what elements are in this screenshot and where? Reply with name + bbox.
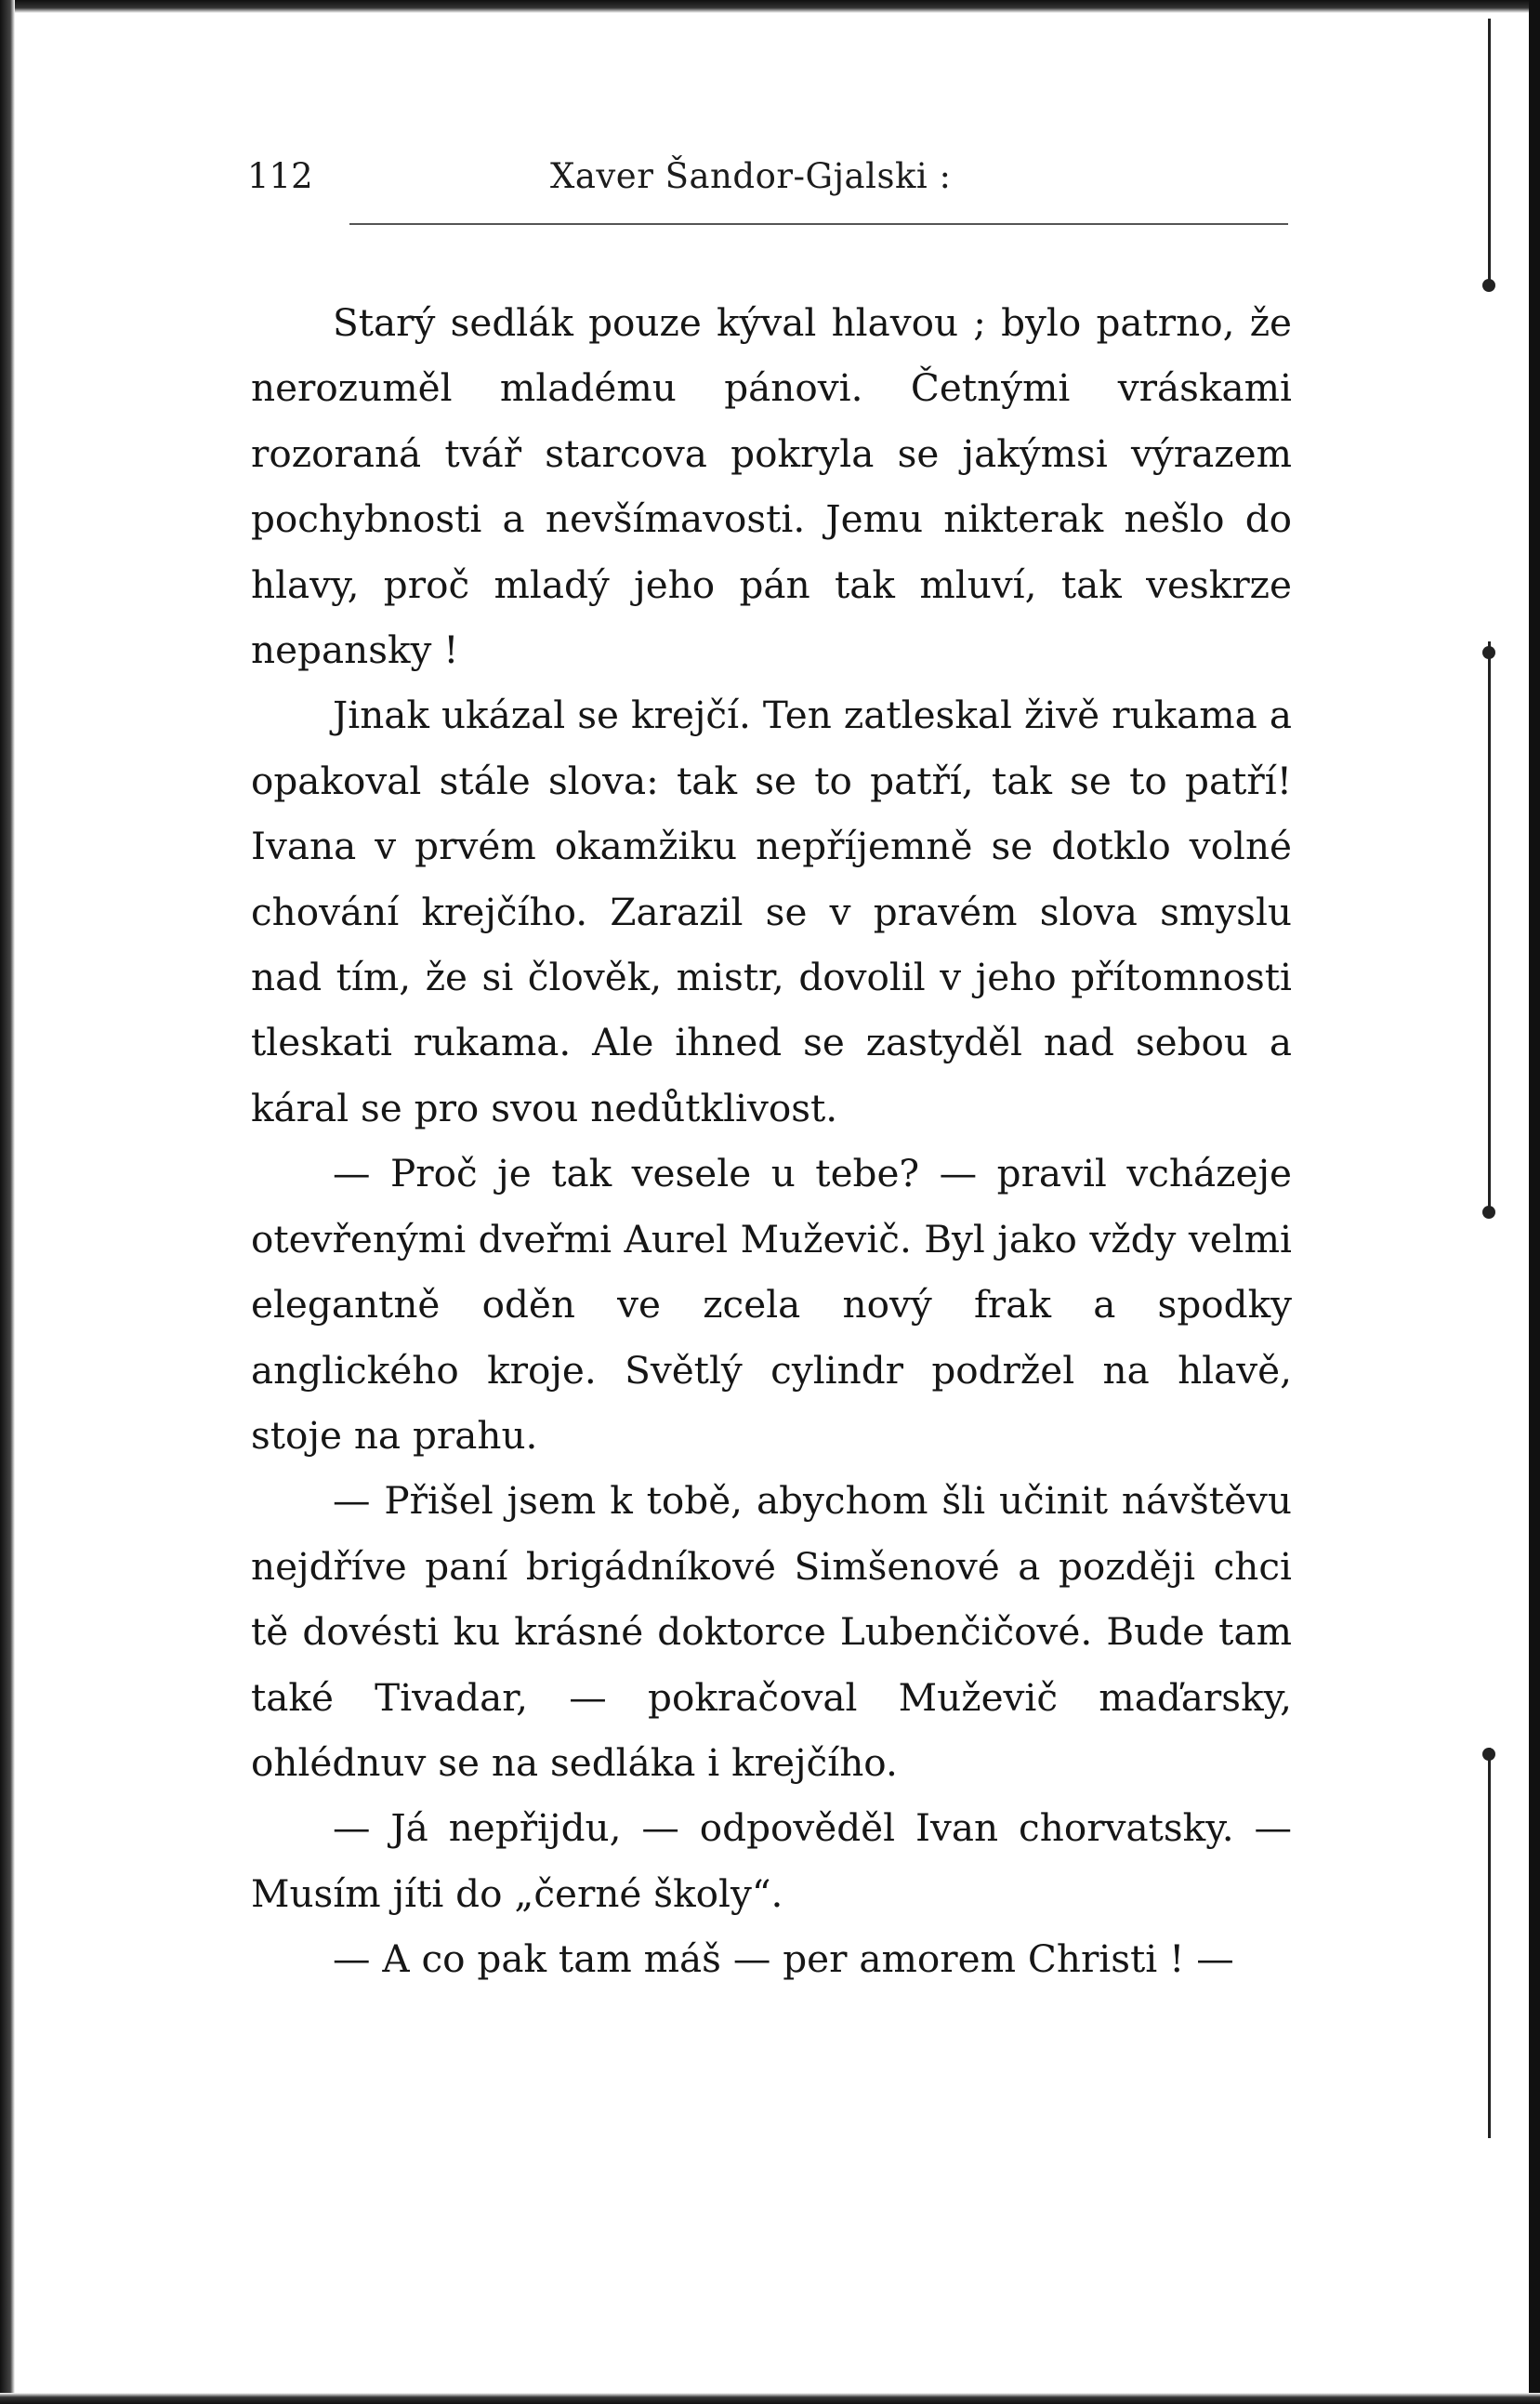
binding-hole-mark <box>1482 1748 1495 1761</box>
binding-thread-mark <box>1488 19 1491 288</box>
running-head <box>247 156 1288 203</box>
scan-edge-top <box>0 0 1540 13</box>
page-number: 112 <box>247 156 313 196</box>
scan-edge-left <box>0 0 15 2404</box>
scan-edge-bottom <box>0 2393 1540 2404</box>
binding-thread-mark <box>1488 641 1491 1218</box>
binding-hole-mark <box>1482 279 1495 292</box>
header-rule <box>349 223 1288 225</box>
paragraph: — Já nepřijdu, — odpověděl Ivan chorvatsky. — Musím jíti do „černé školy“. <box>251 1805 1292 1916</box>
binding-hole-mark <box>1482 646 1495 659</box>
paragraph: — Proč je tak vesele u tebe? — pravil vcházeje otevřenými dveřmi Aurel Muževič. Byl jako vždy velmi elegantně oděn ve zcela nový frak a spodky anglického kroje. Světlý cylindr podržel na hlavě, stoje na prahu. <box>251 1151 1292 1458</box>
paragraph: Starý sedlák pouze kýval hlavou ; bylo patrno, že nerozuměl mladému pánovi. Četnými vráskami rozoraná tvář starcova pokryla se jakýmsi výrazem pochybnosti a nevšímavosti. Jemu nikterak nešlo do hlavy, proč mladý jeho pán tak mluví, tak veskrze nepansky ! <box>251 300 1292 673</box>
paragraph: Jinak ukázal se krejčí. Ten zatleskal živě rukama a opakoval stále slova: tak se to patří, tak se to patří! Ivana v prvém okamžiku nepříjemně se dotklo volné chování krejčího. Zarazil se v pravém slova smyslu nad tím, že si člověk, mistr, dovolil v jeho přítomnosti tleskati rukama. Ale ihned se zastyděl nad sebou a káral se pro svou nedůtklivost. <box>251 693 1292 1130</box>
body-text <box>251 290 1292 1992</box>
binding-thread-mark <box>1488 1748 1491 2138</box>
binding-hole-mark <box>1482 1206 1495 1219</box>
paragraph: — Přišel jsem k tobě, abychom šli učinit návštěvu nejdříve paní brigádníkové Simšenové a později chci tě dovésti ku krásné doktorce Lubenčičové. Bude tam také Tivadar, — pokračoval Muževič maďarsky, ohlédnuv se na sedláka i krejčího. <box>251 1478 1292 1785</box>
paragraph: — A co pak tam máš — per amorem Christi ! — <box>333 1936 1234 1982</box>
running-head-title: Xaver Šandor-Gjalski : <box>550 156 952 196</box>
scan-edge-right <box>1529 0 1540 2404</box>
